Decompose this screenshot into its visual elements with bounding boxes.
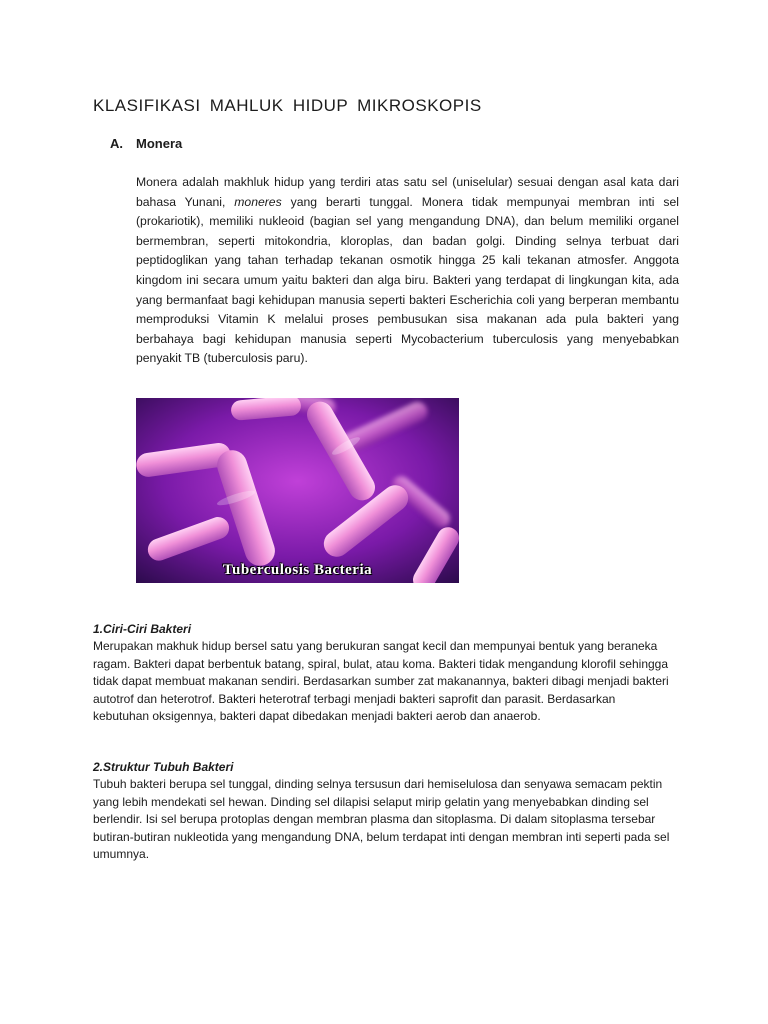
struktur-bakteri-paragraph: Tubuh bakteri berupa sel tunggal, dinding selnya tersusun dari hemiselulosa dan senyawa semacam pektin yang lebih mendekati sel hewan. Dinding sel dilapisi selaput mirip gelatin yang menyebabkan dinding sel berlendir. Isi sel berupa protoplas dengan membran plasma dan sitoplasma. Di dalam sitoplasma tersebar butiran-butiran nukleotida yang mengandung DNA, belum terdapat inti dengan membran inti seperti pada sel umumnya. — [93, 777, 670, 862]
section-heading-monera — [110, 136, 182, 151]
ciri-bakteri-heading: 1.Ciri-Ciri Bakteri — [93, 622, 192, 636]
figure-caption: Tuberculosis Bacteria — [222, 562, 373, 578]
intro-text-part1: Monera adalah makhluk hidup yang terdiri atas satu sel (uniselular) sesuai dengan asal kata dari bahasa Yunani, — [136, 175, 679, 209]
intro-emphasis: moneres — [234, 194, 282, 209]
struktur-bakteri-heading: 2.Struktur Tubuh Bakteri — [93, 760, 234, 774]
document-title: KLASIFIKASI MAHLUK HIDUP MIKROSKOPIS — [93, 96, 482, 115]
section-letter: A. — [110, 136, 123, 151]
ciri-bakteri-paragraph: Merupakan makhuk hidup bersel satu yang berukuran sangat kecil dan mempunyai bentuk yang beraneka ragam. Bakteri dapat berbentuk batang, spiral, bulat, atau koma. Bakteri tidak mengandung klorofil sehingga tidak dapat membuat makanan sendiri. Berdasarkan sumber zat makanannya, bakteri dibagi menjadi bakteri autotrof dan heterotrof. Bakteri heterotraf terbagi menjadi bakteri saprofit dan parasit. Berdasarkan kebutuhan oksigennya, bakteri dapat dibedakan menjadi bakteri aerob dan anaerob. — [93, 639, 669, 724]
intro-text-part2: yang berarti tunggal. Monera tidak mempunyai membran inti sel (prokariotik), memiliki nukleoid (bagian sel yang mengandung DNA), dan belum memiliki organel bermembran, seperti mitokondria, kloroplas, dan badan golgi. Dinding selnya terbuat dari peptidoglikan yang tahan terhadap tekanan osmotik hingga 25 kali tekanan atmosfer. Anggota kingdom ini secara umum yaitu bakteri dan alga biru. Bakteri yang terdapat di lingkungan kita, ada yang bermanfaat bagi kehidupan manusia seperti bakteri Escherichia coli yang berperan membantu memproduksi Vitamin K melalui proses pembusukan sisa makanan ada pula bakteri yang berbahaya bagi kehidupan manusia seperti Mycobacterium tuberculosis yang menyebabkan penyakit TB (tuberculosis paru). — [136, 194, 679, 366]
monera-intro-paragraph — [136, 173, 679, 369]
section-label: Monera — [136, 136, 183, 151]
bacteria-illustration — [136, 398, 459, 583]
tuberculosis-bacteria-image — [136, 398, 459, 583]
